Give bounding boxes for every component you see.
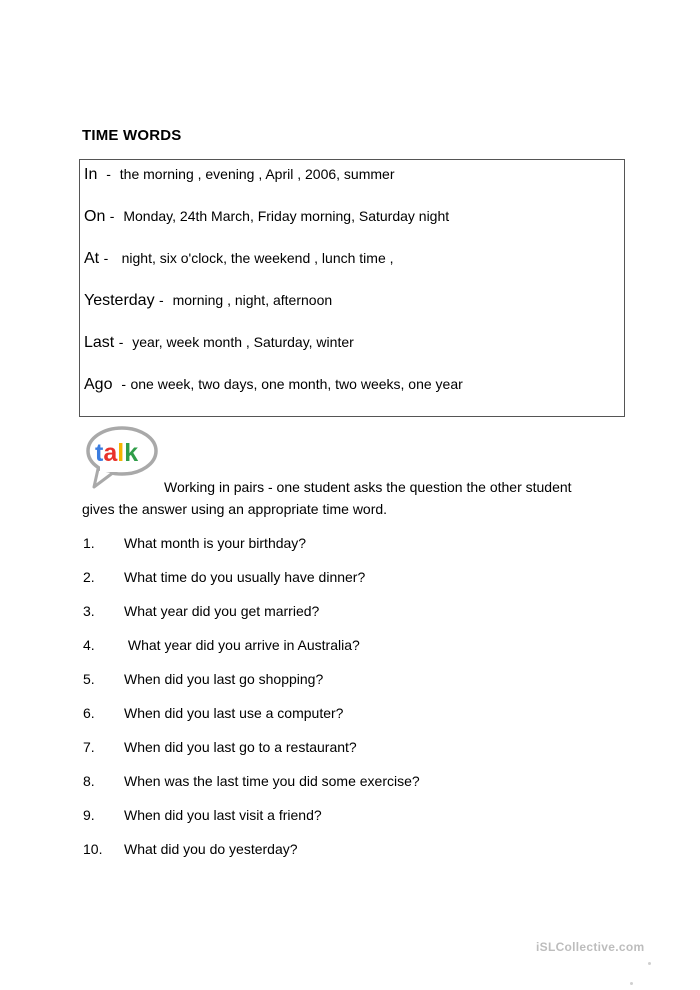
question-text: What year did you arrive in Australia?	[124, 637, 360, 653]
time-word-separator: -	[109, 208, 115, 224]
question-item	[83, 603, 319, 619]
time-word-examples: morning , night, afternoon	[172, 292, 333, 308]
time-word: In	[84, 166, 98, 183]
watermark: iSLCollective.com	[536, 940, 645, 954]
question-text: What month is your birthday?	[124, 535, 307, 551]
question-item	[83, 637, 360, 653]
instructions	[82, 476, 622, 520]
question-number: 4.	[83, 637, 95, 653]
time-word-separator: -	[121, 376, 127, 392]
time-word: At	[84, 250, 100, 267]
instructions-line-2: gives the answer using an appropriate time word.	[82, 501, 388, 517]
question-text: What time do you usually have dinner?	[124, 569, 366, 585]
time-word-examples: Monday, 24th March, Friday morning, Saturday night	[123, 208, 450, 224]
question-text: When did you last visit a friend?	[124, 807, 322, 823]
time-word: Yesterday	[84, 292, 155, 309]
question-number: 9.	[83, 807, 95, 823]
time-word: Ago	[84, 376, 113, 393]
question-number: 6.	[83, 705, 95, 721]
time-word-examples: night, six o'clock, the weekend , lunch time ,	[121, 250, 394, 266]
time-word-separator: -	[106, 166, 111, 182]
question-text: What did you do yesterday?	[124, 841, 298, 857]
time-word: On	[84, 208, 106, 225]
question-number: 5.	[83, 671, 95, 687]
time-word-separator: -	[103, 250, 109, 266]
question-item	[83, 739, 357, 755]
time-word-examples: the morning , evening , April , 2006, summer	[119, 166, 395, 182]
question-number: 1.	[83, 535, 95, 551]
time-word-row-at	[84, 250, 394, 268]
question-number: 7.	[83, 739, 95, 755]
question-item	[83, 705, 343, 721]
time-word-separator: -	[159, 292, 164, 308]
question-item	[83, 671, 323, 687]
question-item	[83, 535, 306, 551]
question-text: When did you last go to a restaurant?	[124, 739, 357, 755]
question-number: 8.	[83, 773, 95, 789]
question-number: 10.	[83, 841, 103, 857]
time-word: Last	[84, 334, 115, 351]
decorative-dot	[630, 982, 633, 985]
question-number: 3.	[83, 603, 95, 619]
question-item	[83, 841, 298, 857]
question-item	[83, 569, 365, 585]
question-number: 2.	[83, 569, 95, 585]
talk-logo-text: talk	[95, 439, 139, 467]
question-item	[83, 773, 420, 789]
time-word-row-in	[84, 166, 395, 184]
time-word-row-ago	[84, 376, 463, 394]
question-item	[83, 807, 322, 823]
decorative-dot	[648, 962, 651, 965]
page-title: TIME WORDS	[82, 127, 182, 144]
question-text: When was the last time you did some exercise?	[124, 773, 420, 789]
question-text: When did you last go shopping?	[124, 671, 324, 687]
question-text: What year did you get married?	[124, 603, 320, 619]
time-word-examples: one week, two days, one month, two weeks, one year	[130, 376, 463, 392]
time-word-row-on	[84, 208, 449, 226]
question-text: When did you last use a computer?	[124, 705, 344, 721]
time-words-box	[79, 159, 625, 417]
time-word-separator: -	[118, 334, 124, 350]
time-word-examples: year, week month , Saturday, winter	[132, 334, 354, 350]
instructions-line-1: Working in pairs - one student asks the question the other student	[164, 479, 572, 495]
time-word-row-yesterday	[84, 292, 332, 310]
time-word-row-last	[84, 334, 354, 352]
